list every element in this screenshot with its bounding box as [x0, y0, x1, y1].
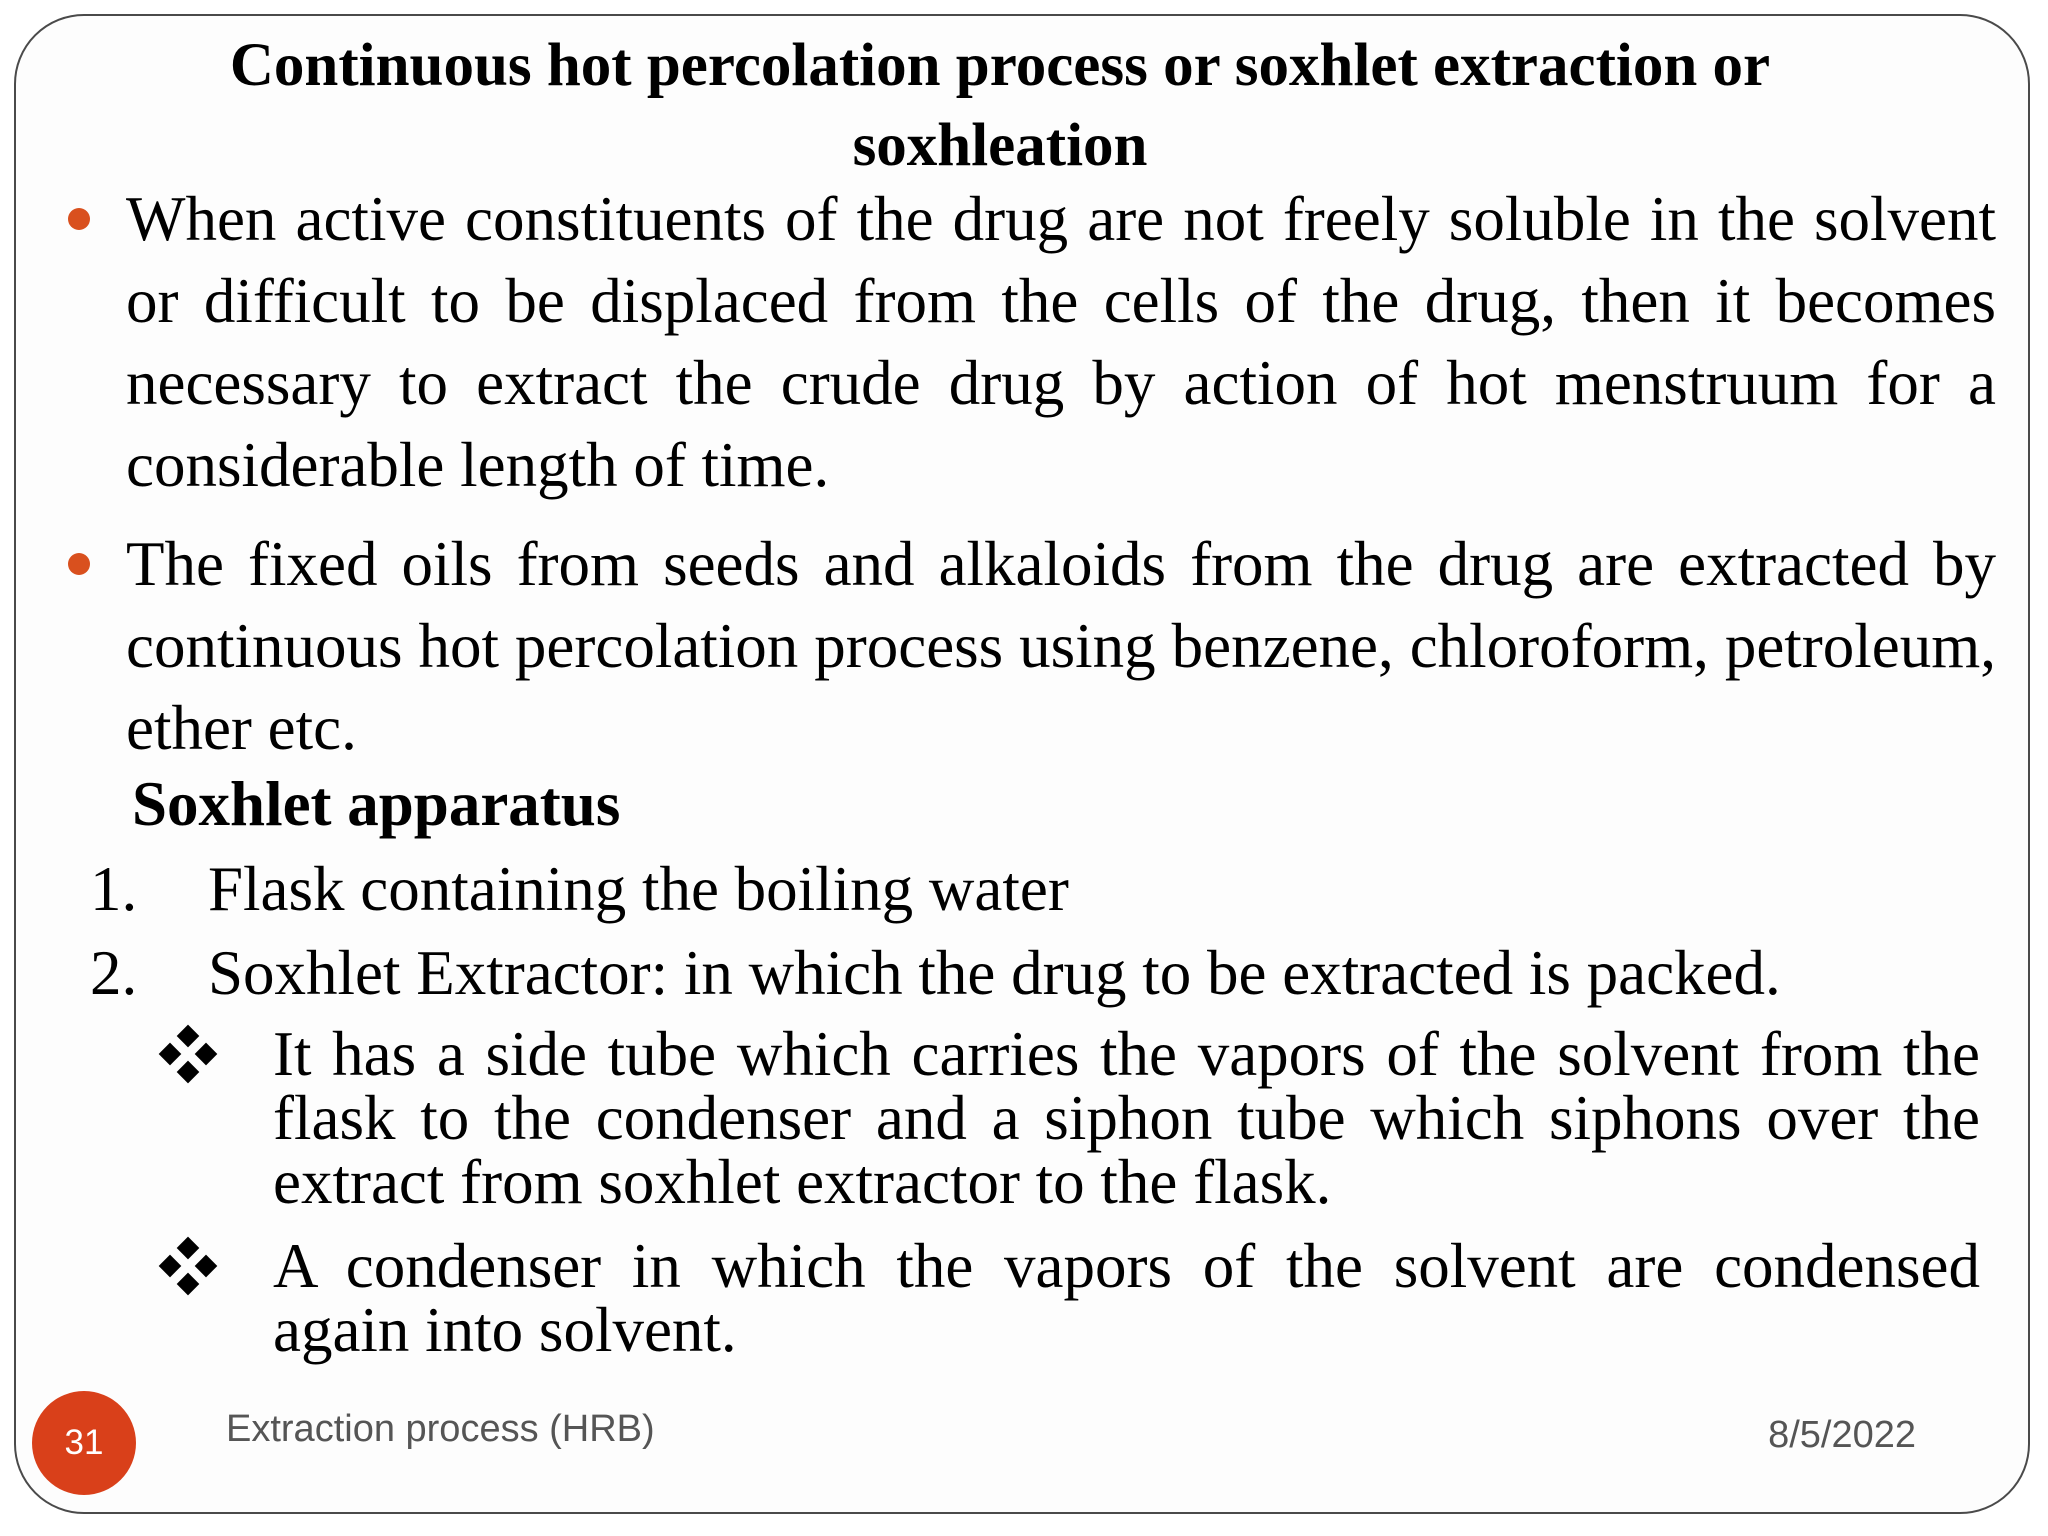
- bullet-2: The fixed oils from seeds and alkaloids from the drug are extracted by continuous hot percolation process using benzene, chloroform, petroleum, ether etc.: [126, 529, 1996, 763]
- sub-bullet-2: A condenser in which the vapors of the solvent are condensed again into solvent.: [273, 1231, 1980, 1365]
- footer-title: Extraction process (HRB): [226, 1408, 655, 1450]
- bullet-dot-icon: [68, 208, 90, 230]
- sub-bullet-1: It has a side tube which carries the vapors of the solvent from the flask to the condenser and a siphon tube which siphons over the extract from soxhlet extractor to the flask.: [273, 1019, 1980, 1217]
- list-item: Soxhlet Extractor: in which the drug to be extracted is packed.: [208, 938, 1781, 1008]
- bullet-1: When active constituents of the drug are not freely soluble in the solvent or difficult to be displaced from the cells of the drug, then it becomes necessary to extract the crude drug by action of hot menstruum for a considerable length of time.: [126, 184, 1996, 500]
- list-number: 2.: [90, 938, 138, 1008]
- list-item: Flask containing the boiling water: [208, 854, 1069, 924]
- bullet-dot-icon: [68, 553, 90, 575]
- page-number-badge: 31: [32, 1391, 136, 1495]
- footer-date: 8/5/2022: [1768, 1414, 1916, 1456]
- section-heading: Soxhlet apparatus: [132, 769, 621, 839]
- diamond-four-icon: [158, 1236, 218, 1296]
- diamond-four-icon: [158, 1024, 218, 1084]
- list-number: 1.: [90, 854, 138, 924]
- slide-title: Continuous hot percolation process or soxhlet extraction or soxhleation: [229, 32, 1771, 179]
